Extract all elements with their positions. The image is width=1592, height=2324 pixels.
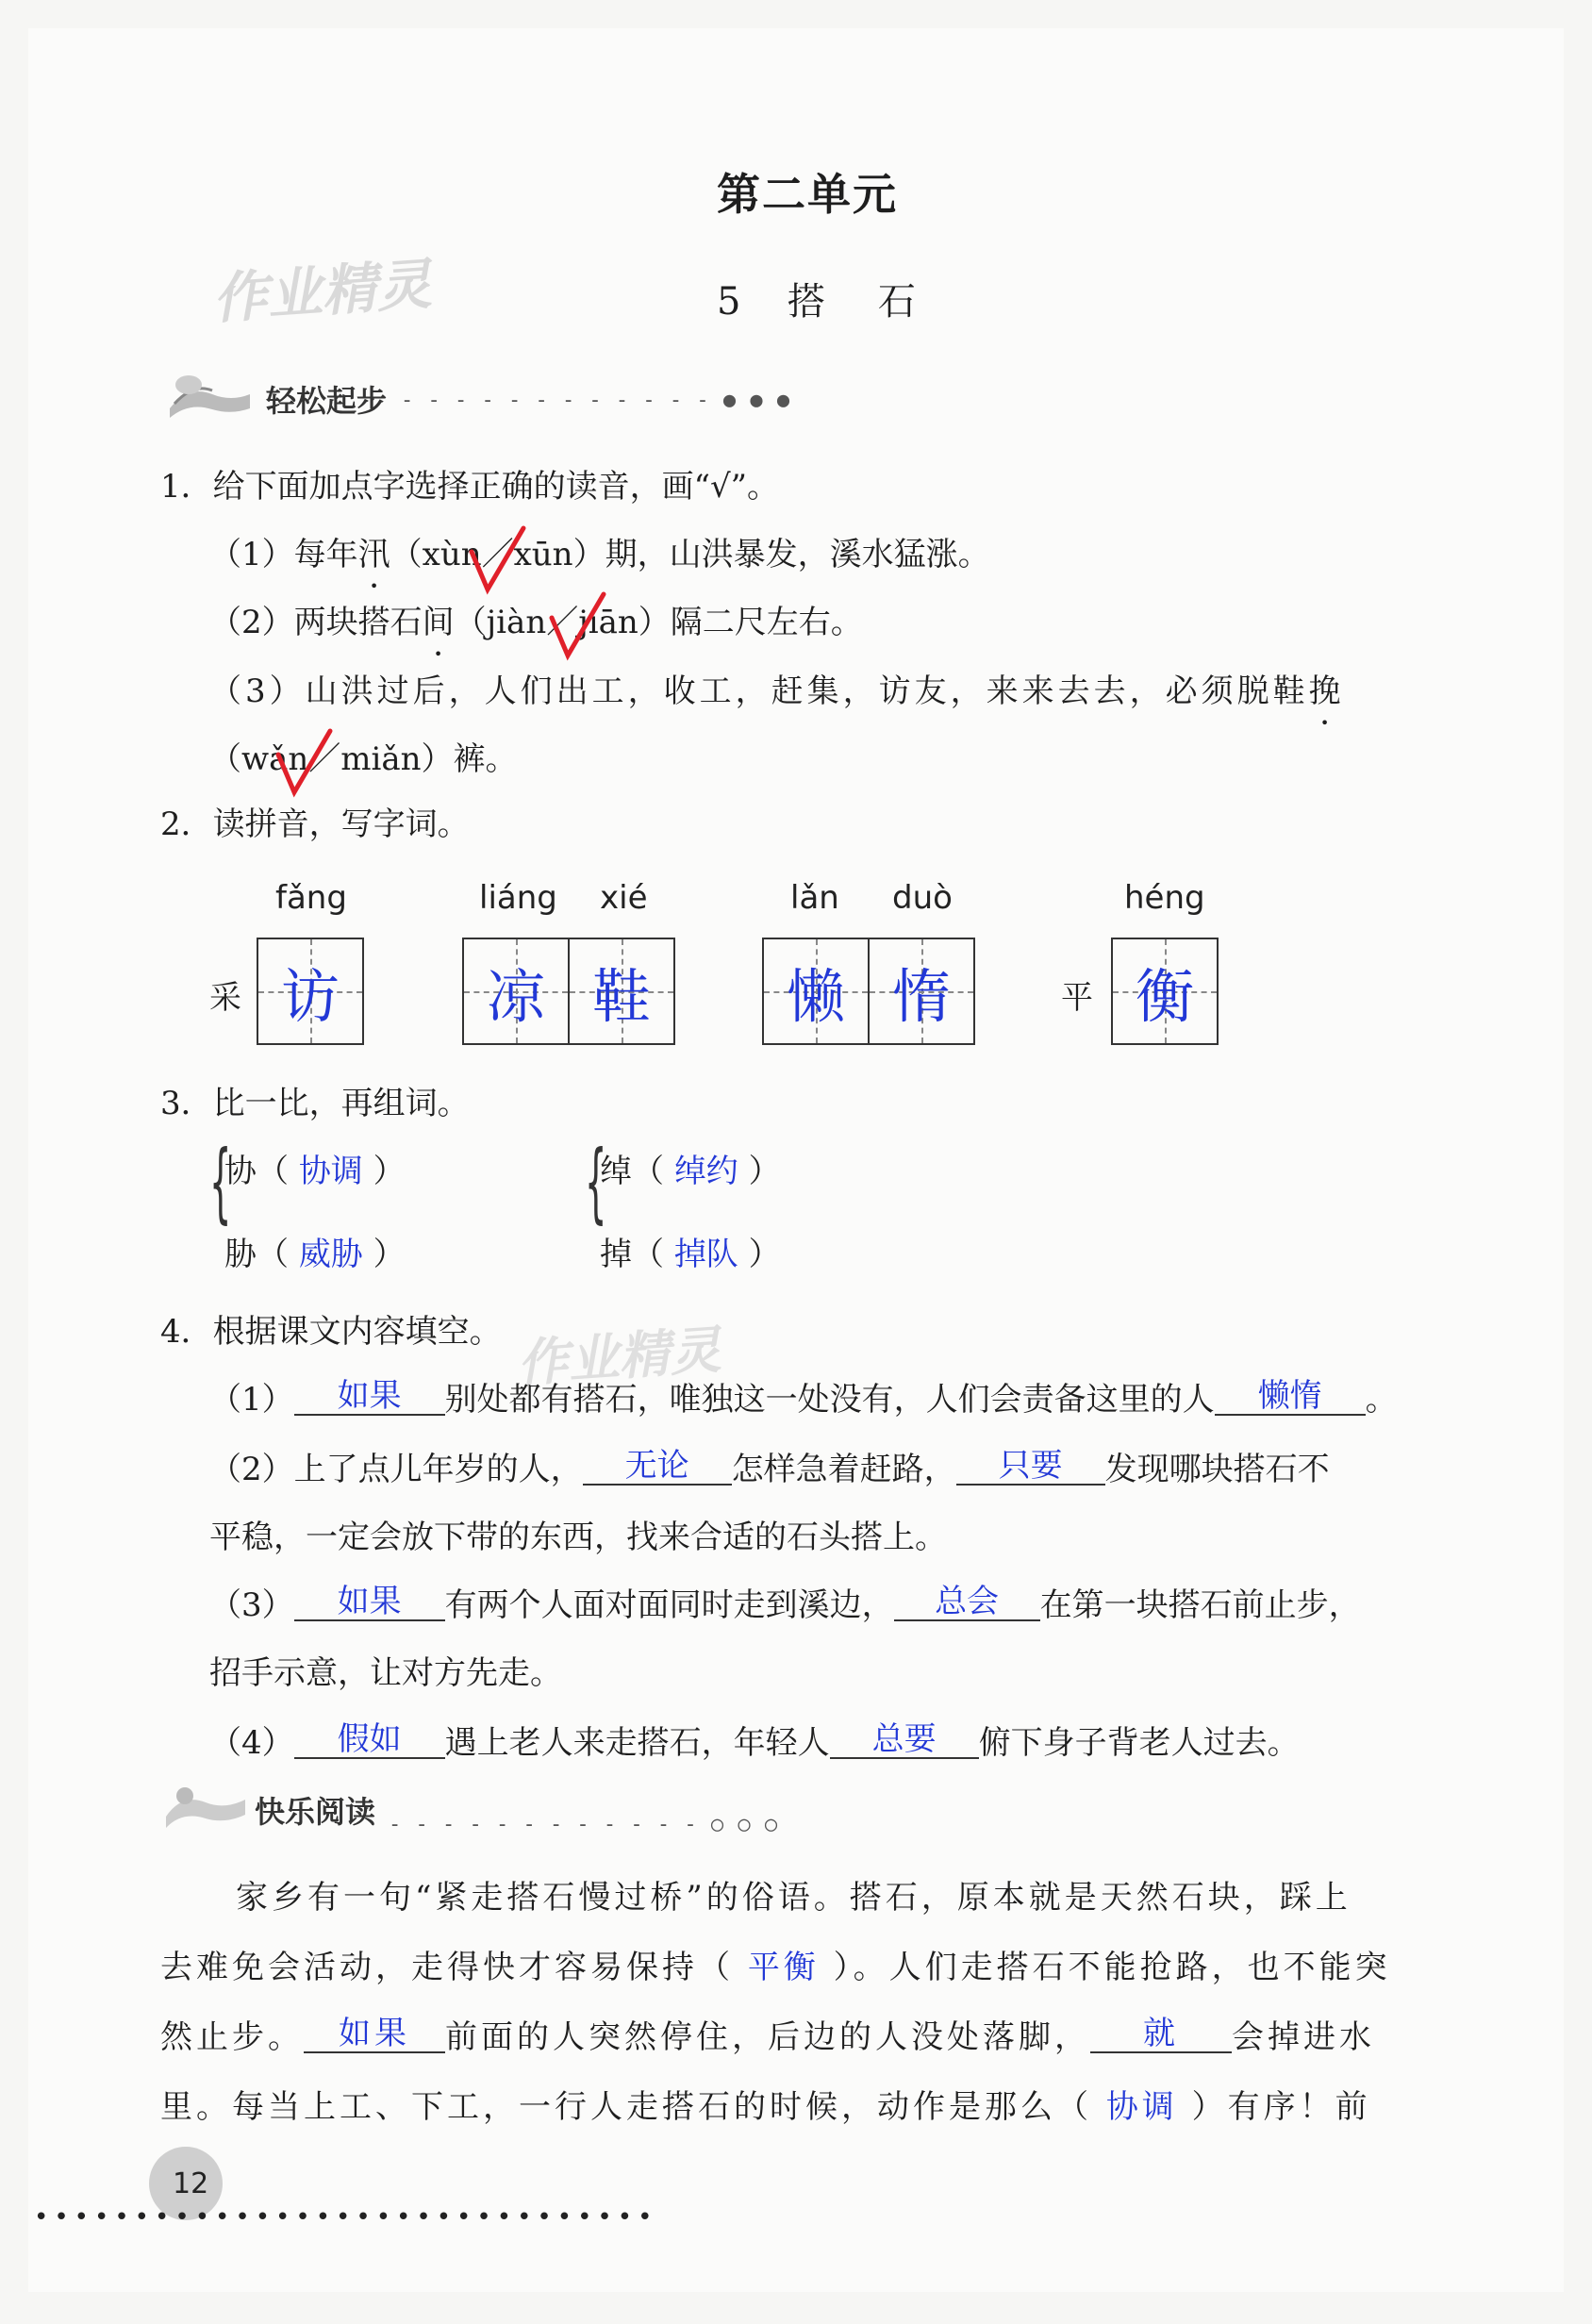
checkmark-icon: [547, 589, 613, 665]
section-divider: - - - - - - - - - - - - ○ ○ ○: [389, 1813, 779, 1836]
pinyin: héng: [1124, 879, 1205, 917]
section-title-happy-reading: 快乐阅读: [255, 1794, 376, 1830]
fill-blank: 懒惰: [1215, 1378, 1366, 1416]
q3-prompt: 3．比一比，再组词。: [160, 1085, 470, 1122]
checkmark-icon: [274, 726, 340, 802]
prefix-char: 采: [209, 979, 241, 1017]
pinyin: fǎng: [275, 879, 347, 917]
q1-item-3: （3）山洪过后，人们出工，收工，赶集，访友，来来去去，必须脱鞋挽: [209, 665, 1345, 711]
grid-cell: 懒: [764, 939, 868, 1043]
passage-line-3: 然止步。 如果 前面的人突然停住，后边的人没处落脚， 就 会掉进水: [160, 2015, 1375, 2056]
fill-blank: 假如: [294, 1721, 445, 1759]
compare-item: 协（ 协调 ）: [224, 1153, 406, 1190]
handwritten-answer: 威胁: [298, 1236, 363, 1273]
fill-blank: 如果: [304, 2016, 445, 2053]
q1-item-1: （1）每年汛（xùn／xūn）期，山洪暴发，溪水猛涨。: [209, 528, 990, 574]
passage-line-2: 去难免会活动，走得快才容易保持（ 平衡 ）。人们走搭石不能抢路，也不能突: [160, 1949, 1391, 1986]
pinyin: liáng: [479, 879, 557, 917]
section-divider: - - - - - - - - - - - - ● ● ●: [401, 389, 791, 412]
compare-item: 胁（ 威胁 ）: [224, 1236, 406, 1273]
section-title-easy-start: 轻松起步: [266, 383, 388, 419]
unit-title: 第二单元: [717, 169, 898, 220]
handwritten-answer: 协调: [298, 1153, 363, 1190]
grid-cell: 访: [258, 939, 362, 1043]
dotted-char: 挽: [1308, 672, 1345, 710]
fill-blank: 只要: [956, 1448, 1105, 1486]
q1-prompt: 1．给下面加点字选择正确的读音，画“√”。: [160, 468, 780, 506]
brace: {: [209, 1132, 232, 1233]
writing-grid: [462, 938, 675, 1045]
q4-item-3-cont: 招手示意，让对方先走。: [209, 1654, 562, 1692]
q4-prompt: 4．根据课文内容填空。: [160, 1313, 502, 1351]
fill-blank: 无论: [583, 1448, 732, 1486]
passage-line-1: 家乡有一句“紧走搭石慢过桥”的俗语。搭石，原本就是天然石块，踩上: [236, 1879, 1352, 1917]
watermark: 作业精灵: [515, 1320, 723, 1394]
handwritten-answer: 平衡: [747, 1949, 820, 1986]
grid-cell: 凉: [464, 939, 568, 1043]
pinyin: xié: [600, 879, 648, 917]
q4-item-2: （2）上了点儿年岁的人， 无论 怎样急着赶路， 只要 发现哪块搭石不: [209, 1447, 1330, 1488]
q4-item-1: （1） 如果 别处都有搭石，唯独这一处没有，人们会责备这里的人 懒惰 。: [209, 1377, 1398, 1419]
dotted-char: 间: [422, 604, 455, 641]
brace: {: [585, 1132, 607, 1233]
lesson-number: 5: [717, 280, 749, 324]
fill-blank: 如果: [294, 1378, 445, 1416]
lesson-title: 搭 石: [787, 280, 923, 324]
grid-cell: 惰: [868, 939, 973, 1043]
pinyin: lǎn: [790, 879, 839, 917]
q4-item-3: （3） 如果 有两个人面对面同时走到溪边， 总会 在第一块搭石前止步，: [209, 1583, 1361, 1624]
grid-cell: 衡: [1113, 939, 1217, 1043]
lesson-title-row: [717, 272, 923, 325]
pinyin: duò: [892, 879, 953, 917]
page-number: 12: [173, 2167, 209, 2200]
book-icon: [160, 366, 255, 426]
q4-item-4: （4） 假如 遇上老人来走搭石，年轻人 总要 俯下身子背老人过去。: [209, 1720, 1300, 1762]
compare-item: 绰（ 绰约 ）: [600, 1153, 781, 1190]
writing-grid: [762, 938, 975, 1045]
checkmark-icon: [467, 523, 533, 599]
prefix-char: 平: [1061, 979, 1093, 1017]
q2-prompt: 2．读拼音，写字词。: [160, 805, 470, 843]
writing-grid: [1111, 938, 1219, 1045]
q1-item-3-cont: （wǎn／miǎn）裤。: [209, 740, 518, 778]
dotted-char: 汛: [357, 536, 390, 573]
handwritten-answer: 绰约: [673, 1153, 738, 1190]
fill-blank: 就: [1090, 2016, 1232, 2053]
fill-blank: 总会: [894, 1584, 1040, 1621]
reading-icon: [158, 1779, 253, 1835]
handwritten-answer: 协调: [1105, 2088, 1178, 2126]
footer-dots: •••••••••••••••••••••••••••••••: [34, 2203, 658, 2232]
watermark: 作业精灵: [210, 251, 434, 331]
passage-line-4: 里。每当上工、下工，一行人走搭石的时候，动作是那么（ 协调 ）有序！前: [160, 2088, 1371, 2126]
grid-cell: 鞋: [568, 939, 673, 1043]
handwritten-answer: 掉队: [673, 1236, 738, 1273]
writing-grid: [257, 938, 364, 1045]
compare-item: 掉（ 掉队 ）: [600, 1236, 781, 1273]
fill-blank: 总要: [830, 1721, 979, 1759]
q4-item-2-cont: 平稳，一定会放下带的东西，找来合适的石头搭上。: [209, 1519, 947, 1556]
fill-blank: 如果: [294, 1584, 445, 1621]
q1-item-2: （2）两块搭石间（jiàn／jiān）隔二尺左右。: [209, 596, 863, 642]
